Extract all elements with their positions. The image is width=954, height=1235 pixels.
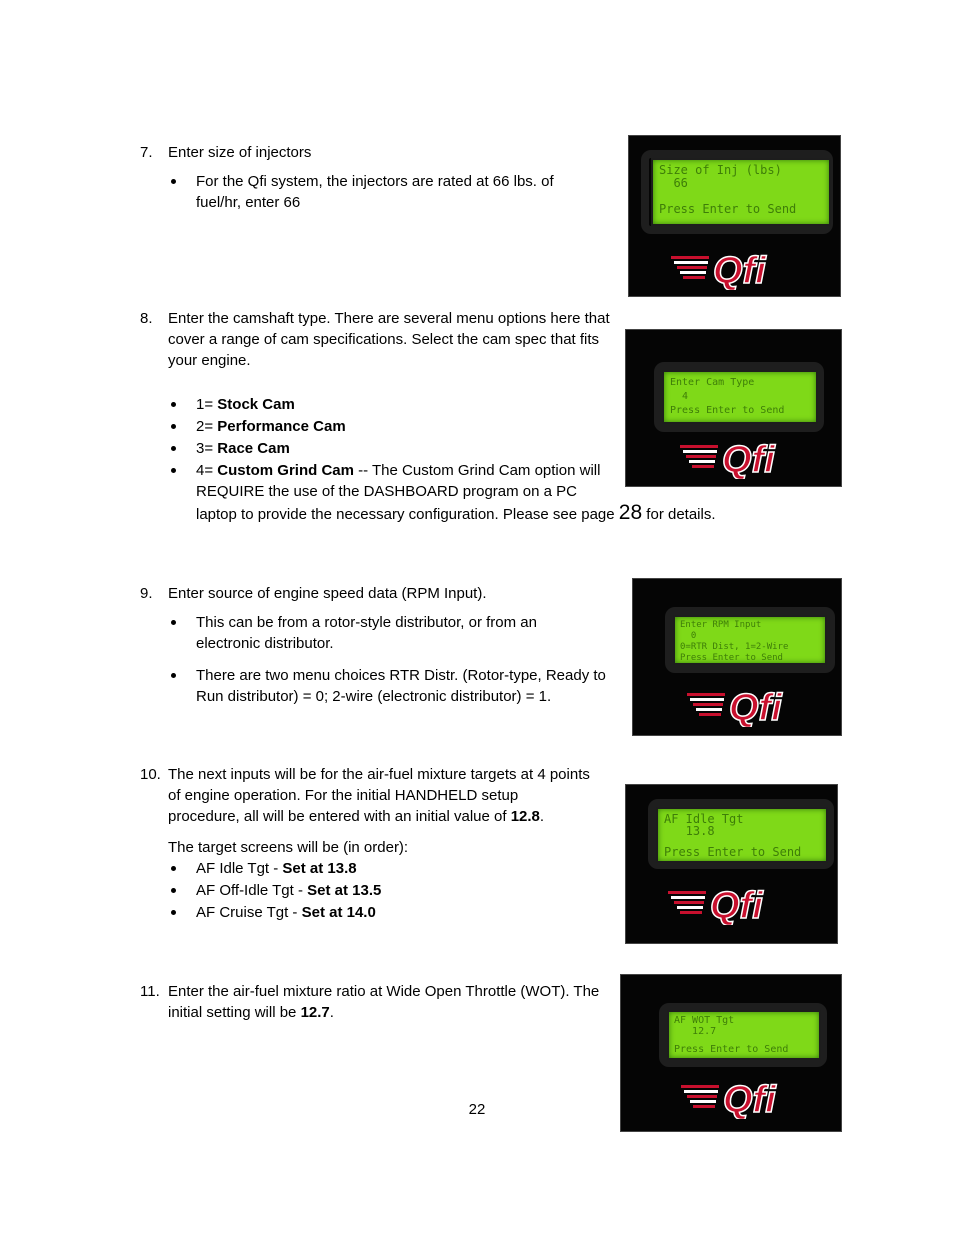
bullet-list [168, 612, 620, 707]
logo-speed-line [692, 465, 714, 468]
logo-speed-line [668, 891, 706, 894]
list-item: For the Qfi system, the injectors are rated at 66 lbs. of fuel/hr, enter 66 [168, 171, 576, 213]
logo-text: Qfi [713, 250, 766, 290]
logo-text: Qfi [723, 1079, 776, 1119]
qfi-logo [678, 435, 808, 485]
logo-speed-line [677, 266, 707, 269]
lcd-screen: Enter RPM Input 0 0=RTR Dist, 1=2-Wire Press Enter to Send [673, 615, 827, 665]
qfi-logo-graphic [685, 683, 815, 727]
logo-speed-line [696, 708, 722, 711]
logo-speed-line [687, 693, 725, 696]
bullet-list [168, 394, 620, 502]
logo-speed-line [681, 1085, 719, 1088]
logo-speed-line [674, 261, 708, 264]
step-8-continuation: laptop to provide the necessary configuration. Please see page 28 for details. [196, 501, 716, 524]
step-text: Enter source of engine speed data (RPM Input). [168, 585, 487, 602]
lcd-screen: AF Idle Tgt 13.8 Press Enter to Send [656, 807, 828, 863]
qfi-logo [669, 246, 799, 296]
logo-speed-line [699, 713, 721, 716]
step-number: 8. [140, 310, 153, 327]
step-10 [140, 764, 620, 924]
list-item: This can be from a rotor-style distributor, or from an electronic distributor. [168, 612, 576, 654]
step-number: 9. [140, 585, 153, 602]
step-text: The next inputs will be for the air-fuel mixture targets at 4 points of engine operation. For the initial HANDHELD setup procedure, all will be entered with an initial value of 12.8. [168, 766, 590, 825]
qfi-logo [666, 881, 796, 931]
handheld-photo-cam-type [625, 329, 842, 487]
bullet-list [168, 858, 620, 923]
step-8 [140, 308, 620, 503]
lcd-screen: Size of Inj (lbs) 66 Press Enter to Send [651, 158, 831, 226]
logo-speed-line [683, 450, 717, 453]
page-number: 22 [468, 1101, 486, 1118]
lcd-screen: AF WOT Tgt 12.7 Press Enter to Send [667, 1010, 821, 1060]
logo-speed-line [680, 271, 706, 274]
logo-speed-line [686, 455, 716, 458]
qfi-logo-graphic [678, 435, 808, 479]
qfi-logo [685, 683, 815, 733]
qfi-logo-graphic [669, 246, 799, 290]
logo-speed-line [671, 896, 705, 899]
step-text: Enter the camshaft type. There are several menu options here that cover a range of cam specifications. Select the cam spec that fits your engine. [168, 310, 610, 369]
handheld-photo-af-idle [625, 784, 838, 944]
logo-text: Qfi [722, 439, 775, 479]
step-11 [140, 981, 620, 1023]
list-item: AF Off-Idle Tgt - Set at 13.5 [168, 880, 620, 901]
logo-speed-line [690, 698, 724, 701]
lcd-screen: Enter Cam Type 4 Press Enter to Send [662, 370, 818, 424]
page-reference: 28 [618, 501, 643, 524]
logo-speed-line [680, 445, 718, 448]
step-text: Enter size of injectors [168, 144, 312, 161]
qfi-logo-graphic [666, 881, 796, 925]
handheld-photo-rpm-input [632, 578, 842, 736]
step-7 [140, 142, 620, 224]
list-item: 1= Stock Cam [168, 394, 620, 415]
handheld-photo-injector-size [628, 135, 841, 297]
step-9 [140, 583, 620, 718]
logo-text: Qfi [729, 687, 782, 727]
logo-speed-line [677, 906, 703, 909]
logo-speed-line [684, 1090, 718, 1093]
logo-text: Qfi [710, 885, 763, 925]
logo-speed-line [693, 703, 723, 706]
list-item: 2= Performance Cam [168, 416, 620, 437]
logo-speed-line [674, 901, 704, 904]
list-item: AF Idle Tgt - Set at 13.8 [168, 858, 620, 879]
logo-speed-line [689, 460, 715, 463]
list-item: 4= Custom Grind Cam -- The Custom Grind Cam option will REQUIRE the use of the DASHBOARD program on a PC [168, 460, 616, 502]
logo-speed-line [687, 1095, 717, 1098]
step-number: 11. [140, 983, 160, 1000]
step-text: Enter the air-fuel mixture ratio at Wide Open Throttle (WOT). The initial setting will be 12.7. [168, 983, 600, 1021]
logo-speed-line [671, 256, 709, 259]
bullet-list [168, 171, 620, 213]
list-item: 3= Race Cam [168, 438, 620, 459]
step-subhead: The target screens will be (in order): [168, 839, 409, 856]
logo-speed-line [683, 276, 705, 279]
step-number: 10. [140, 766, 161, 783]
list-item: There are two menu choices RTR Distr. (Rotor-type, Ready to Run distributor) = 0; 2-wire (electronic distributor) = 1. [168, 665, 611, 707]
step-number: 7. [140, 144, 153, 161]
logo-speed-line [680, 911, 702, 914]
list-item: AF Cruise Tgt - Set at 14.0 [168, 902, 620, 923]
